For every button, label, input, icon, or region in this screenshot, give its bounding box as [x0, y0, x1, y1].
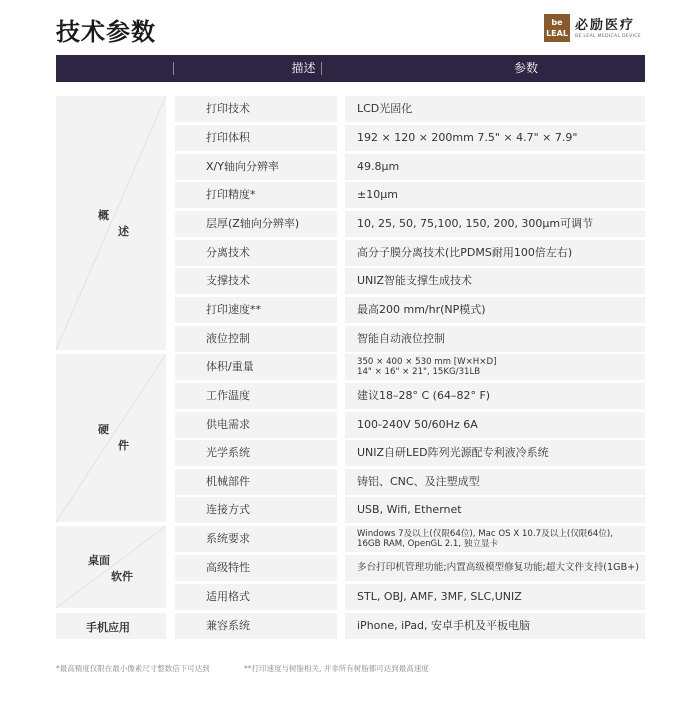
- row-value: 10, 25, 50, 75,100, 150, 200, 300μm可调节: [345, 211, 645, 237]
- row-value-line: 350 × 400 × 530 mm [W×H×D]: [357, 357, 497, 367]
- group-mobile-app: [56, 613, 166, 639]
- row-value: 最高200 mm/hr(NP模式): [345, 297, 645, 323]
- row-desc: 适用格式: [175, 584, 337, 610]
- footnote-precision: *最高精度仅限在最小像素尺寸整数倍下可达到: [56, 664, 210, 673]
- brand-logo: [544, 14, 649, 42]
- row-desc: X/Y轴向分辨率: [175, 154, 337, 180]
- row-value: UNIZ自研LED阵列光源配专利液冷系统: [345, 440, 645, 466]
- group-desktop-software: [56, 526, 166, 608]
- logo-mark-top: be: [551, 18, 563, 27]
- row-value: [345, 526, 645, 552]
- row-value: 100-240V 50/60Hz 6A: [345, 412, 645, 438]
- group-label-line1: 硬: [98, 423, 109, 436]
- row-value: [345, 354, 645, 380]
- table-header: [56, 55, 645, 82]
- row-desc: 兼容系统: [175, 613, 337, 639]
- row-value: STL, OBJ, AMF, 3MF, SLC,UNIZ: [345, 584, 645, 610]
- row-value-line: Windows 7及以上(仅限64位), Mac OS X 10.7及以上(仅限64位),: [357, 529, 614, 539]
- row-value: USB, Wifi, Ethernet: [345, 497, 645, 523]
- row-desc: 体积/重量: [175, 354, 337, 380]
- row-desc: 液位控制: [175, 326, 337, 352]
- row-desc: 打印速度**: [175, 297, 337, 323]
- row-value: 铸铝、CNC、及注塑成型: [345, 469, 645, 495]
- row-desc: 高级特性: [175, 555, 337, 581]
- row-desc: 打印技术: [175, 96, 337, 122]
- row-desc: 供电需求: [175, 412, 337, 438]
- row-value: UNIZ智能支撑生成技术: [345, 268, 645, 294]
- row-desc: 支撑技术: [175, 268, 337, 294]
- row-desc: 分离技术: [175, 240, 337, 266]
- row-value: 49.8μm: [345, 154, 645, 180]
- diagonal-decoration: [56, 354, 166, 522]
- row-value: 192 × 120 × 200mm 7.5" × 4.7" × 7.9": [345, 125, 645, 151]
- row-desc: 打印精度*: [175, 182, 337, 208]
- footnote-speed: **打印速度与树脂相关, 并非所有树脂都可达到最高速度: [244, 664, 429, 673]
- row-value: 智能自动液位控制: [345, 326, 645, 352]
- group-hardware: [56, 354, 166, 522]
- diagonal-decoration: [56, 526, 166, 608]
- header-parameter: 参数: [513, 61, 538, 75]
- row-desc: 机械部件: [175, 469, 337, 495]
- group-label-line1: 桌面: [88, 554, 110, 567]
- row-desc: 连接方式: [175, 497, 337, 523]
- group-overview: [56, 96, 166, 350]
- row-desc: 工作温度: [175, 383, 337, 409]
- logo-mark-bottom: LEAL: [546, 29, 568, 38]
- group-label-line2: 述: [118, 225, 129, 238]
- row-value: 建议18–28° C (64–82° F): [345, 383, 645, 409]
- header-description: 描述: [291, 61, 316, 75]
- group-label-line1: 概: [98, 209, 109, 222]
- group-label-line2: 软件: [111, 570, 133, 583]
- row-desc: 系统要求: [175, 526, 337, 552]
- row-value: 多台打印机管理功能;内置高级模型修复功能;超大文件支持(1GB+): [345, 555, 645, 581]
- row-value: LCD光固化: [345, 96, 645, 122]
- group-label-line2: 件: [118, 439, 129, 452]
- row-desc: 打印体积: [175, 125, 337, 151]
- page-title: 技术参数: [56, 18, 156, 46]
- group-label-line1: 手机应用: [86, 621, 130, 634]
- header-divider: [173, 62, 174, 75]
- row-value: iPhone, iPad, 安卓手机及平板电脑: [345, 613, 645, 639]
- row-value-line: 14" × 16" × 21", 15KG/31LB: [357, 367, 481, 377]
- brand-name-cn: 必励医疗: [575, 18, 636, 33]
- brand-name-en: BE LEAL MEDICAL DEVICE: [575, 34, 641, 39]
- row-value: ±10μm: [345, 182, 645, 208]
- row-value: 高分子膜分离技术(比PDMS耐用100倍左右): [345, 240, 645, 266]
- row-desc: 层厚(Z轴向分辨率): [175, 211, 337, 237]
- row-desc: 光学系统: [175, 440, 337, 466]
- row-value-line: 16GB RAM, OpenGL 2.1, 独立显卡: [357, 539, 499, 549]
- diagonal-decoration: [56, 96, 166, 350]
- logo-mark: [544, 14, 570, 42]
